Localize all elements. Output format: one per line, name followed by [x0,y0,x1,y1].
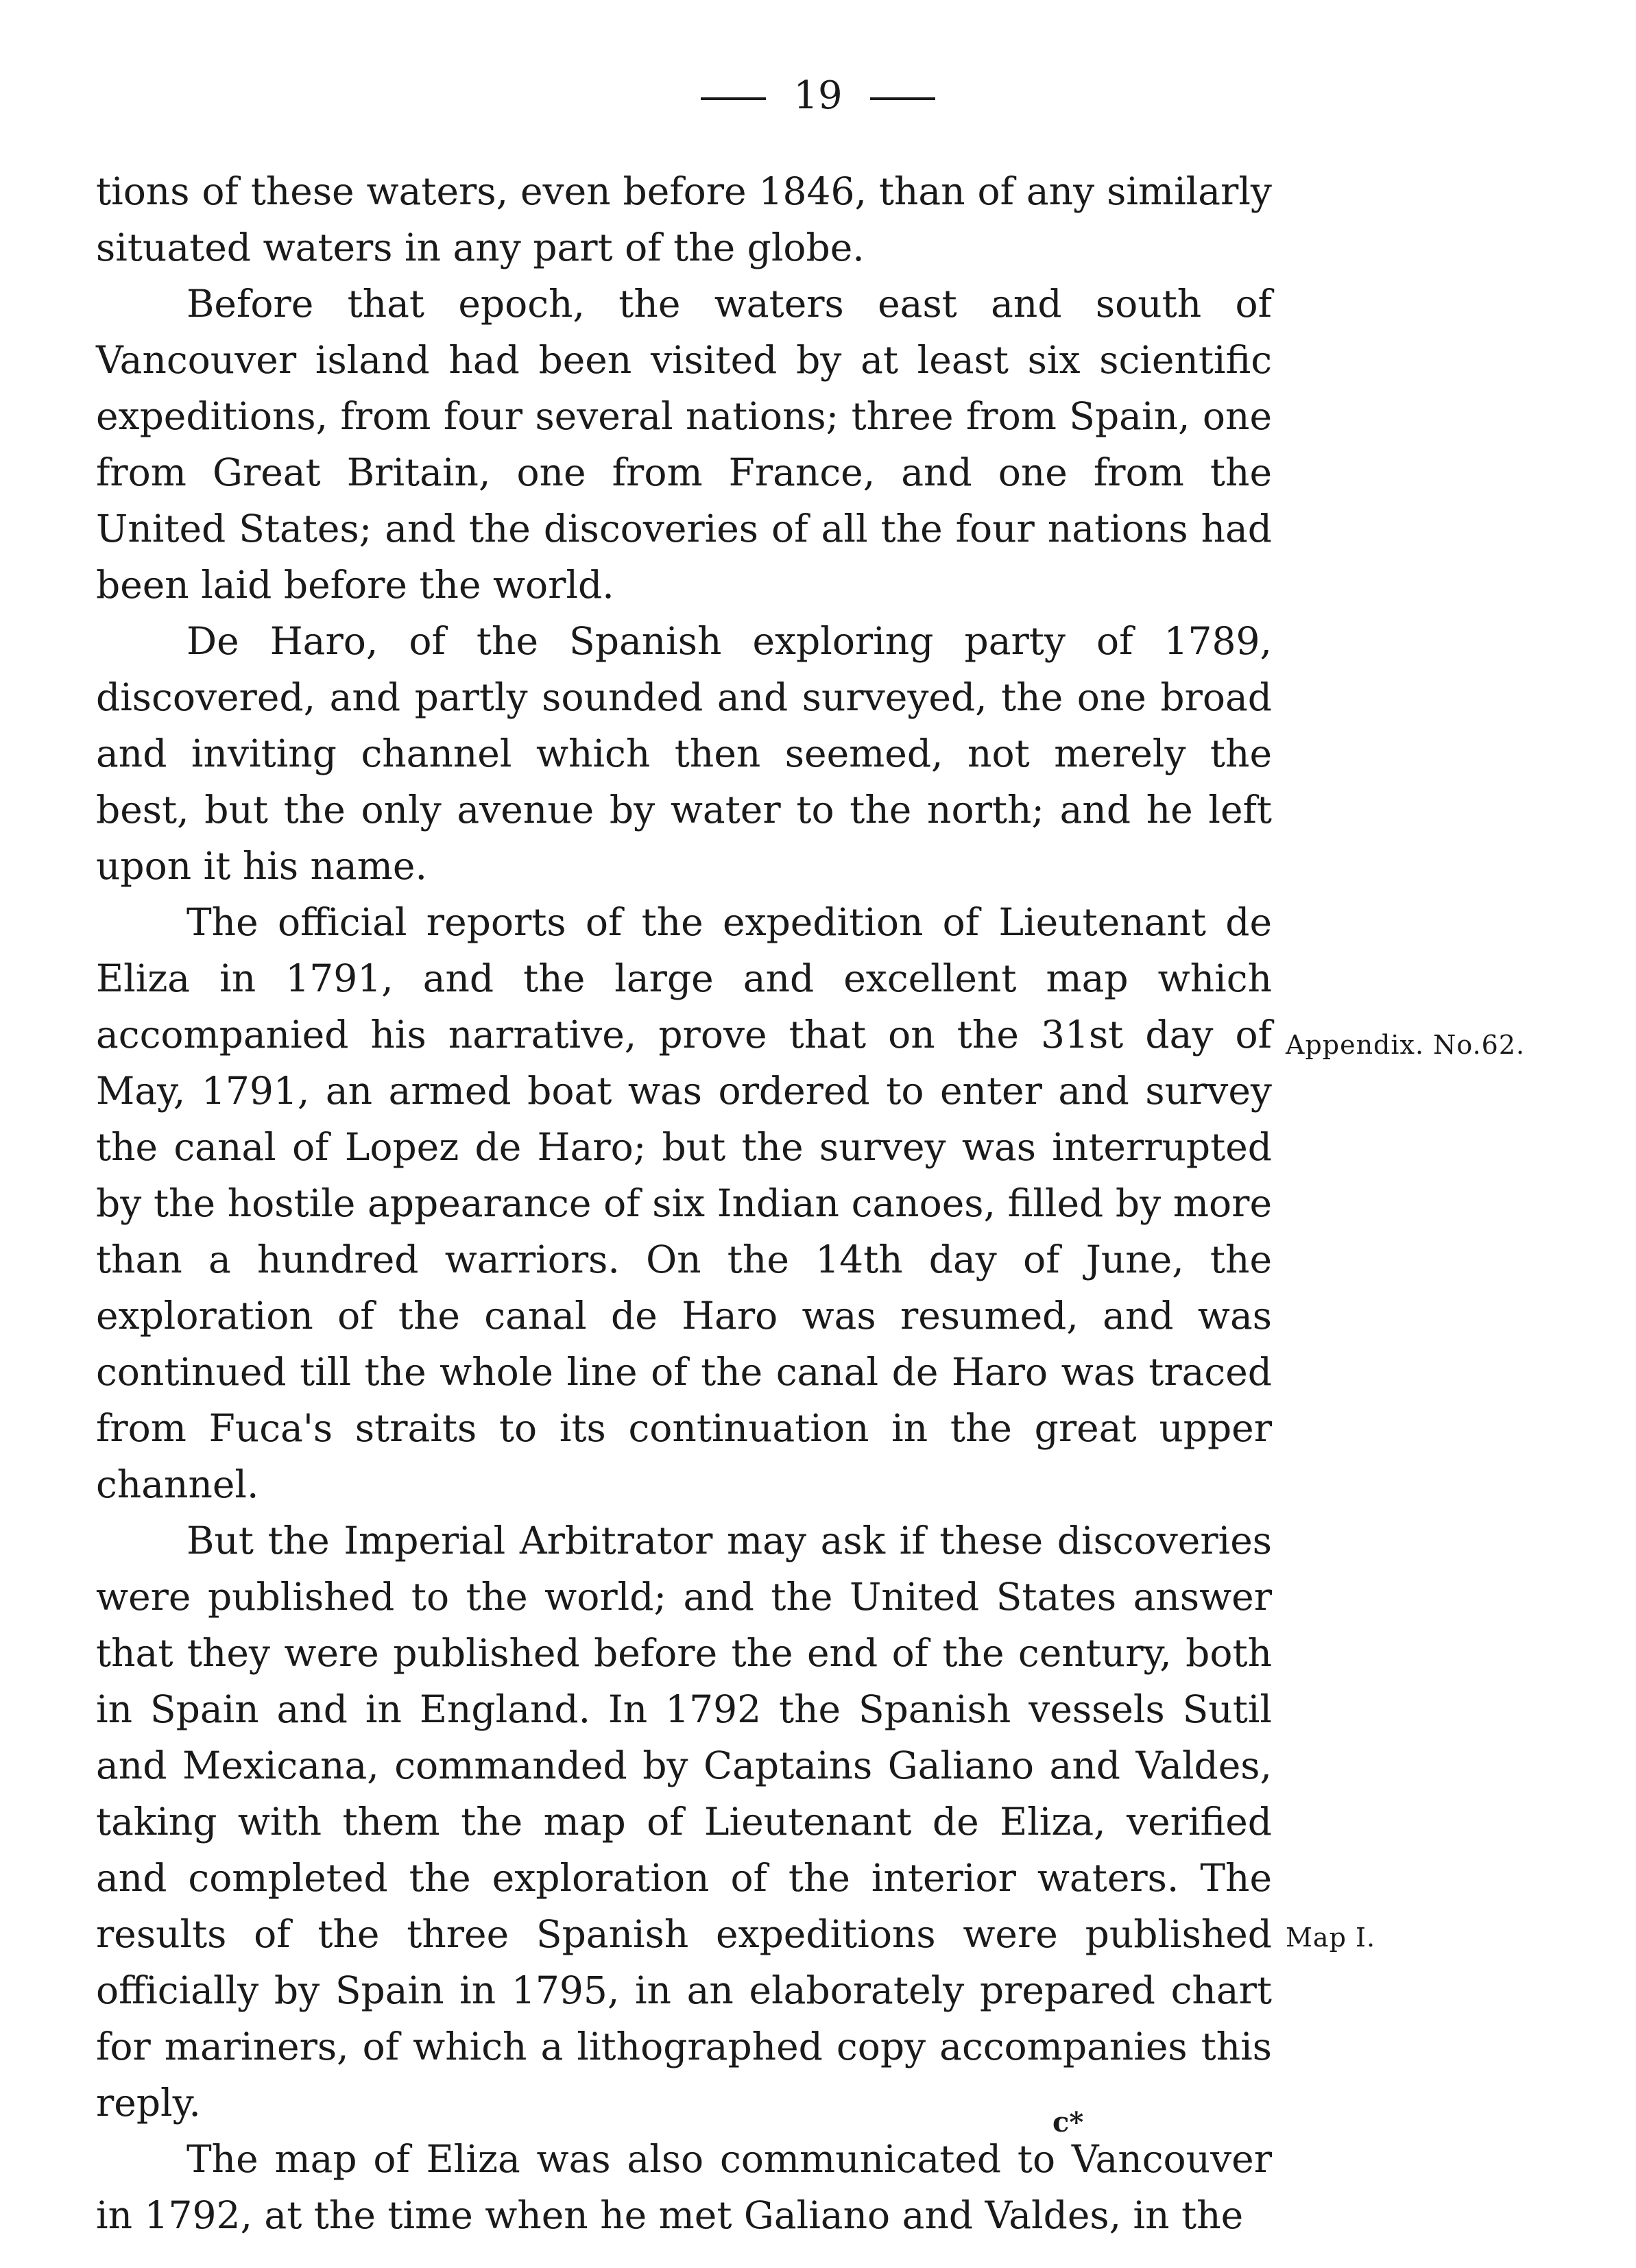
page-header [0,69,1636,123]
paragraph-5: But the Imperial Arbitrator may ask if these discoveries were published to the world; and the United States answer that they were published before the end of the century, both in Spain and in England. In 1792 the Spanish vessels Sutil and Mexicana, commanded by Captains Galiano and Valdes, taking with them the map of Lieutenant de Eliza, verified and completed the exploration of the interior waters. The results of the three Spanish expeditions were published officially by Spain in 1795, in an elaborately prepared chart for mariners, of which a lithographed copy accompanies this reply. [96,1519,1272,2125]
page-number: 19 [793,73,843,118]
paragraph-6: The map of Eliza was also communicated to Vancouver in 1792, at the time when he met Galiano and Valdes, in the [96,2137,1272,2237]
paragraph-3: De Haro, of the Spanish exploring party of 1789, discovered, and partly sounded and surveyed, the one broad and inviting channel which then seemed, not merely the best, but the only avenue by water to the north; and he left upon it his name. [96,619,1272,888]
paragraph-2: Before that epoch, the waters east and south of Vancouver island had been visited by at least six scientific expeditions, from four several nations; three from Spain, one from Great Britain, one from France, and one from the United States; and the discoveries of all the four nations had been laid before the world. [96,282,1272,607]
signature-mark: c* [1052,2106,1084,2138]
marginal-note-appendix: Appendix. No.62. [1286,1030,1526,1060]
paragraph-1: tions of these waters, even before 1846, than of any similarly situated waters in any part of the globe. [96,169,1272,269]
paragraph-4: The official reports of the expedition of Lieutenant de Eliza in 1791, and the large and excellent map which accompanied his narrative, prove that on the 31st day of May, 1791, an armed boat was ordered to enter and survey the canal of Lopez de Haro; but the survey was interrupted by the hostile appearance of six Indian canoes, filled by more than a hundred warriors. On the 14th day of June, the exploration of the canal de Haro was resumed, and was continued till the whole line of the canal de Haro was traced from Fuca's straits to its continuation in the great upper channel. [96,900,1272,1506]
header-right-rule [870,97,935,100]
marginal-note-map: Map I. [1286,1922,1376,1953]
body-text [96,163,1272,2243]
header-left-rule [701,97,766,100]
